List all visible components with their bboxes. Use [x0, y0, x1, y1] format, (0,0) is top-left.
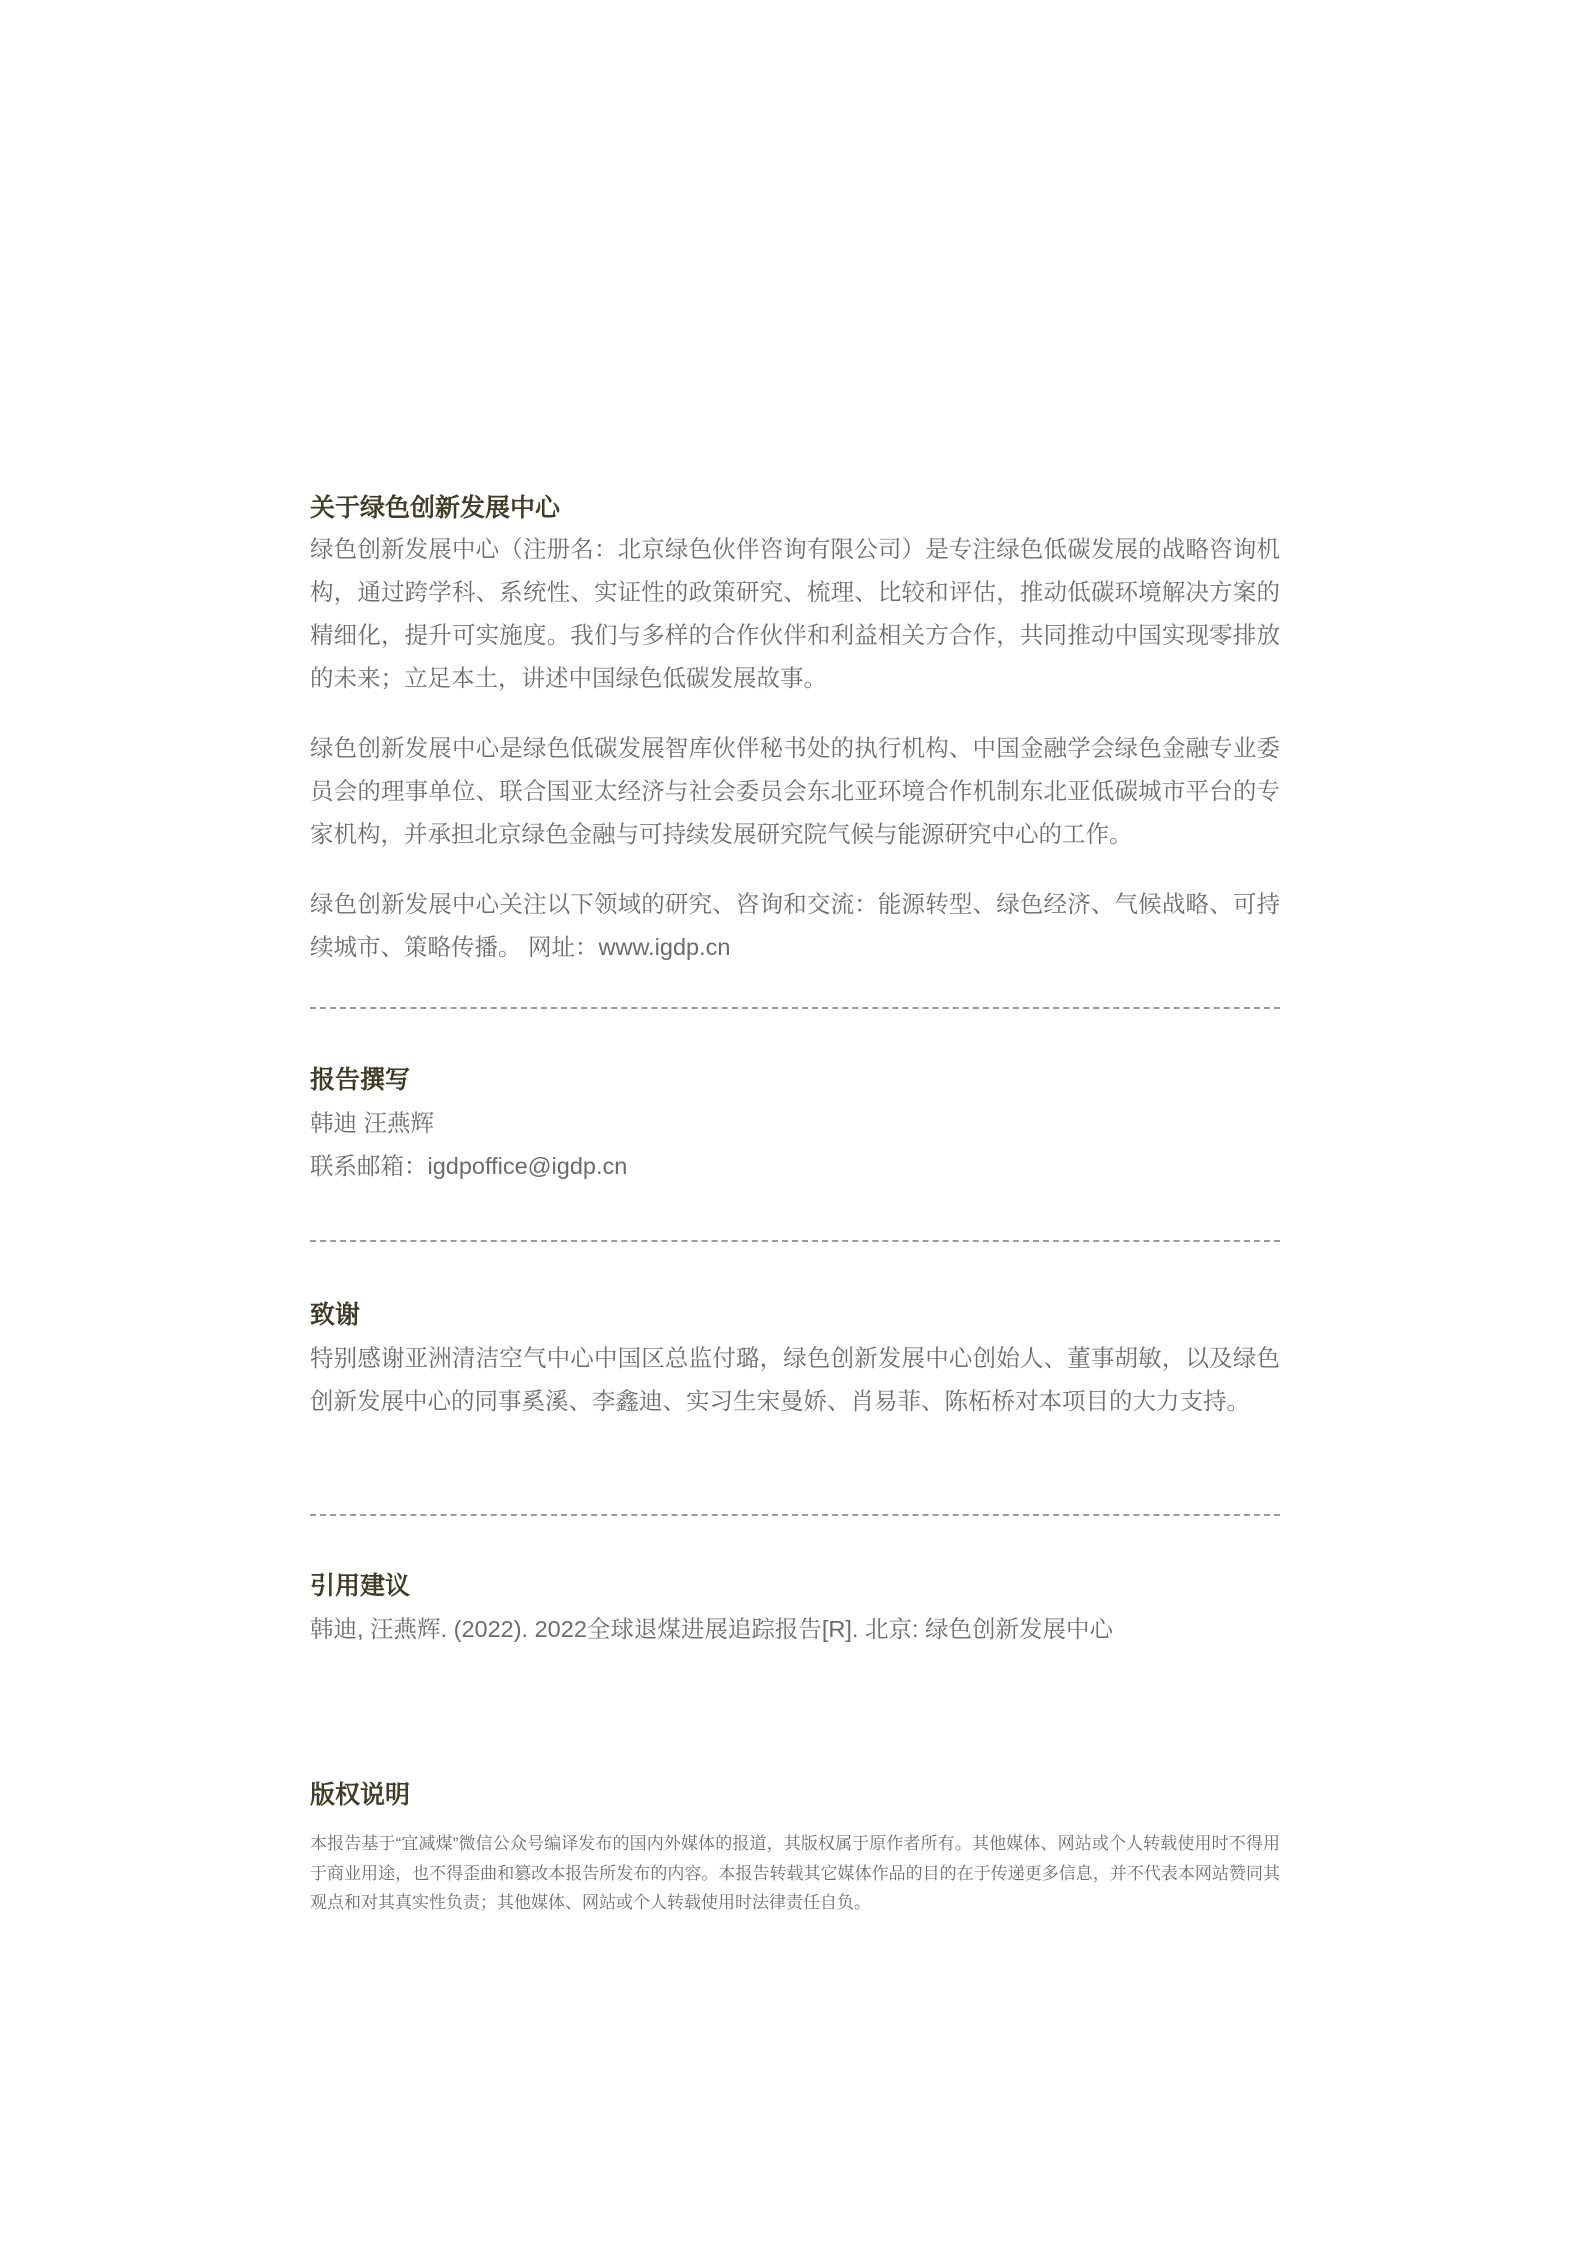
thanks-text: 特别感谢亚洲清洁空气中心中国区总监付璐，绿色创新发展中心创始人、董事胡敏，以及绿色创新发展中心的同事奚溪、李鑫迪、实习生宋曼娇、肖易菲、陈柘桥对本项目的大力支持。 — [310, 1345, 1280, 1414]
about-paragraph-3: 绿色创新发展中心关注以下领域的研究、咨询和交流：能源转型、绿色经济、气候战略、可持续城市、策略传播。 网址：www.igdp.cn — [310, 891, 1280, 960]
divider — [310, 1514, 1280, 1516]
citation-section — [310, 1568, 1280, 1651]
author-names: 韩迪 汪燕辉 — [310, 1110, 435, 1136]
citation-title: 引用建议 — [310, 1572, 411, 1600]
about-section — [310, 490, 1280, 969]
about-title: 关于绿色创新发展中心 — [310, 494, 561, 522]
about-paragraph-1: 绿色创新发展中心（注册名：北京绿色伙伴咨询有限公司）是专注绿色低碳发展的战略咨询机构，通过跨学科、系统性、实证性的政策研究、梳理、比较和评估，推动低碳环境解决方案的精细化，提升可实施度。我们与多样的合作伙伴和利益相关方合作，共同推动中国实现零排放的未来；立足本土，讲述中国绿色低碳发展故事。 — [310, 536, 1280, 691]
citation-text: 韩迪, 汪燕辉. (2022). 2022全球退煤进展追踪报告[R]. 北京: 绿色创新发展中心 — [310, 1616, 1114, 1642]
thanks-section — [310, 1297, 1280, 1423]
contact-email: 联系邮箱：igdpoffice@igdp.cn — [310, 1153, 628, 1179]
copyright-section — [310, 1777, 1280, 1918]
copyright-text: 本报告基于“宜减煤”微信公众号编译发布的国内外媒体的报道，其版权属于原作者所有。其他媒体、网站或个人转载使用时不得用于商业用途，也不得歪曲和篡改本报告所发布的内容。本报告转载其它媒体作品的目的在于传递更多信息，并不代表本网站赞同其观点和对其真实性负责；其他媒体、网站或个人转载使用时法律责任自负。 — [310, 1834, 1280, 1912]
authors-title: 报告撰写 — [310, 1066, 411, 1094]
thanks-title: 致谢 — [310, 1301, 361, 1329]
about-paragraph-2: 绿色创新发展中心是绿色低碳发展智库伙伴秘书处的执行机构、中国金融学会绿色金融专业委员会的理事单位、联合国亚太经济与社会委员会东北亚环境合作机制东北亚低碳城市平台的专家机构，并承担北京绿色金融与可持续发展研究院气候与能源研究中心的工作。 — [310, 735, 1280, 847]
divider — [310, 1007, 1280, 1009]
divider — [310, 1240, 1280, 1242]
authors-section — [310, 1062, 1280, 1188]
copyright-title: 版权说明 — [310, 1781, 411, 1809]
